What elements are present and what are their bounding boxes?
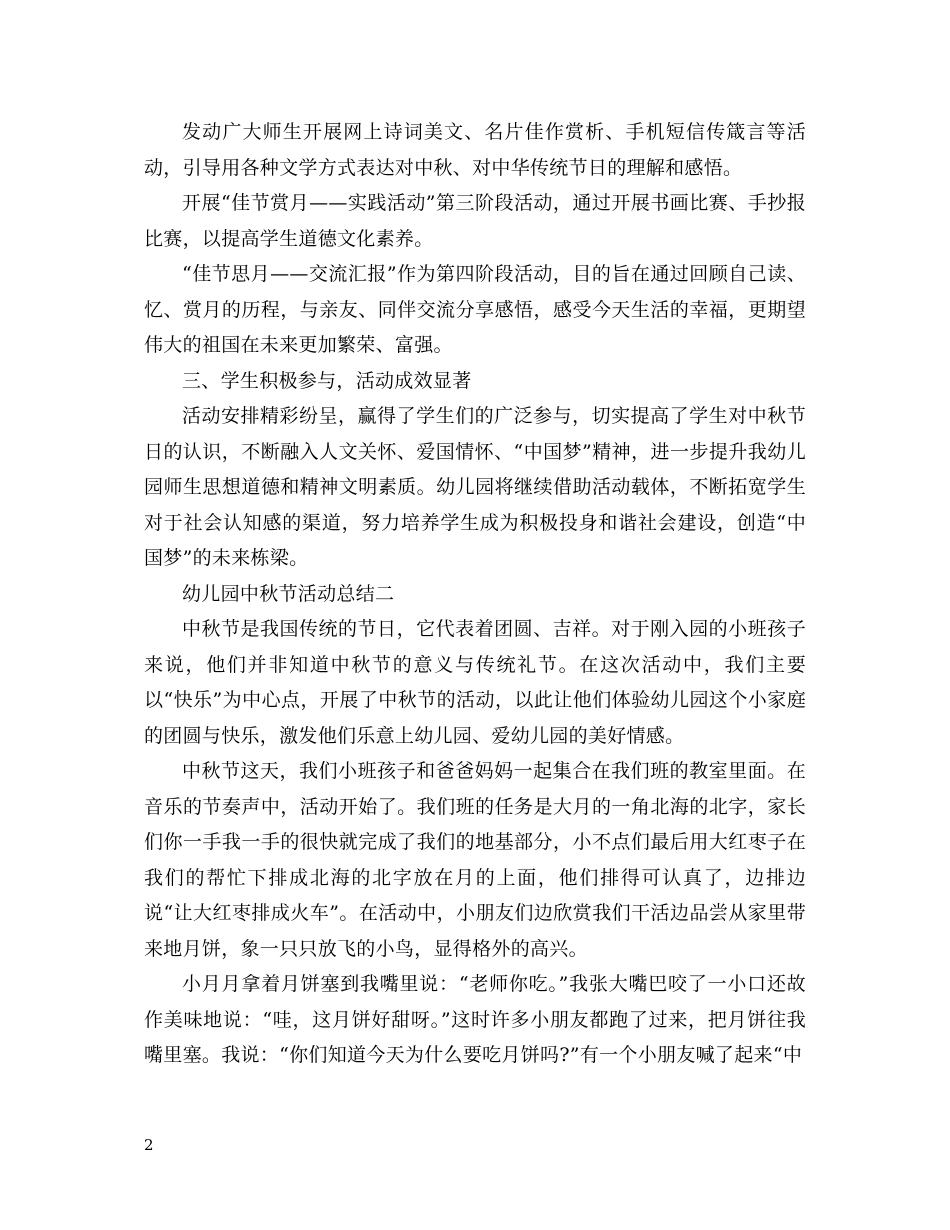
paragraph-festival-day: 中秋节这天，我们小班孩子和爸爸妈妈一起集合在我们班的教室里面。在音乐的节奏声中，活动开始了。我们班的任务是大月的一角北海的北字，家长们你一手我一手的很快就完成了我们的地基部分，小不点们最后用大红枣子在我们的帮忙下排成北海的北字放在月的上面，他们排得可认真了，边排边说“让大红枣排成火车”。在活动中，小朋友们边欣赏我们干活边品尝从家里带来地月饼，象一只只放飞的小鸟，显得格外的高兴。 — [144, 760, 806, 960]
document-body — [144, 115, 806, 1074]
section-heading-summary-two: 幼儿园中秋节活动总结二 — [182, 582, 395, 605]
paragraph-festival-meaning: 中秋节是我国传统的节日，它代表着团圆、吉祥。对于刚入园的小班孩子来说，他们并非知道中秋节的意义与传统礼节。在这次活动中，我们主要以“快乐”为中心点，开展了中秋节的活动，以此让他们体验幼儿园这个小家庭的团圆与快乐，激发他们乐意上幼儿园、爱幼儿园的美好情感。 — [144, 618, 806, 747]
paragraph-stage-three: 开展“佳节赏月——实践活动”第三阶段活动，通过开展书画比赛、手抄报比赛，以提高学生道德文化素养。 — [144, 192, 806, 250]
section-heading-results: 三、学生积极参与，活动成效显著 — [182, 369, 472, 392]
page-number: 2 — [144, 1136, 154, 1154]
paragraph-stage-four: “佳节思月——交流汇报”作为第四阶段活动，目的旨在通过回顾自己读、忆、赏月的历程，与亲友、同伴交流分享感悟，感受今天生活的幸福，更期望伟大的祖国在未来更加繁荣、富强。 — [144, 263, 806, 356]
paragraph-activity-intro: 发动广大师生开展网上诗词美文、名片佳作赏析、手机短信传箴言等活动，引导用各种文学方式表达对中秋、对中华传统节日的理解和感悟。 — [144, 121, 806, 179]
paragraph-results: 活动安排精彩纷呈，赢得了学生们的广泛参与，切实提高了学生对中秋节日的认识，不断融入人文关怀、爱国情怀、“中国梦”精神，进一步提升我幼儿园师生思想道德和精神文明素质。幼儿园将继续借助活动载体，不断拓宽学生对于社会认知感的渠道，努力培养学生成为积极投身和谐社会建设，创造“中国梦”的未来栋梁。 — [144, 405, 806, 569]
paragraph-mooncake: 小月月拿着月饼塞到我嘴里说：“老师你吃。”我张大嘴巴咬了一小口还故作美味地说：“哇，这月饼好甜呀。”这时许多小朋友都跑了过来，把月饼往我嘴里塞。我说：“你们知道今天为什么要吃月饼吗?”有一个小朋友喊了起来“中 — [144, 973, 806, 1066]
